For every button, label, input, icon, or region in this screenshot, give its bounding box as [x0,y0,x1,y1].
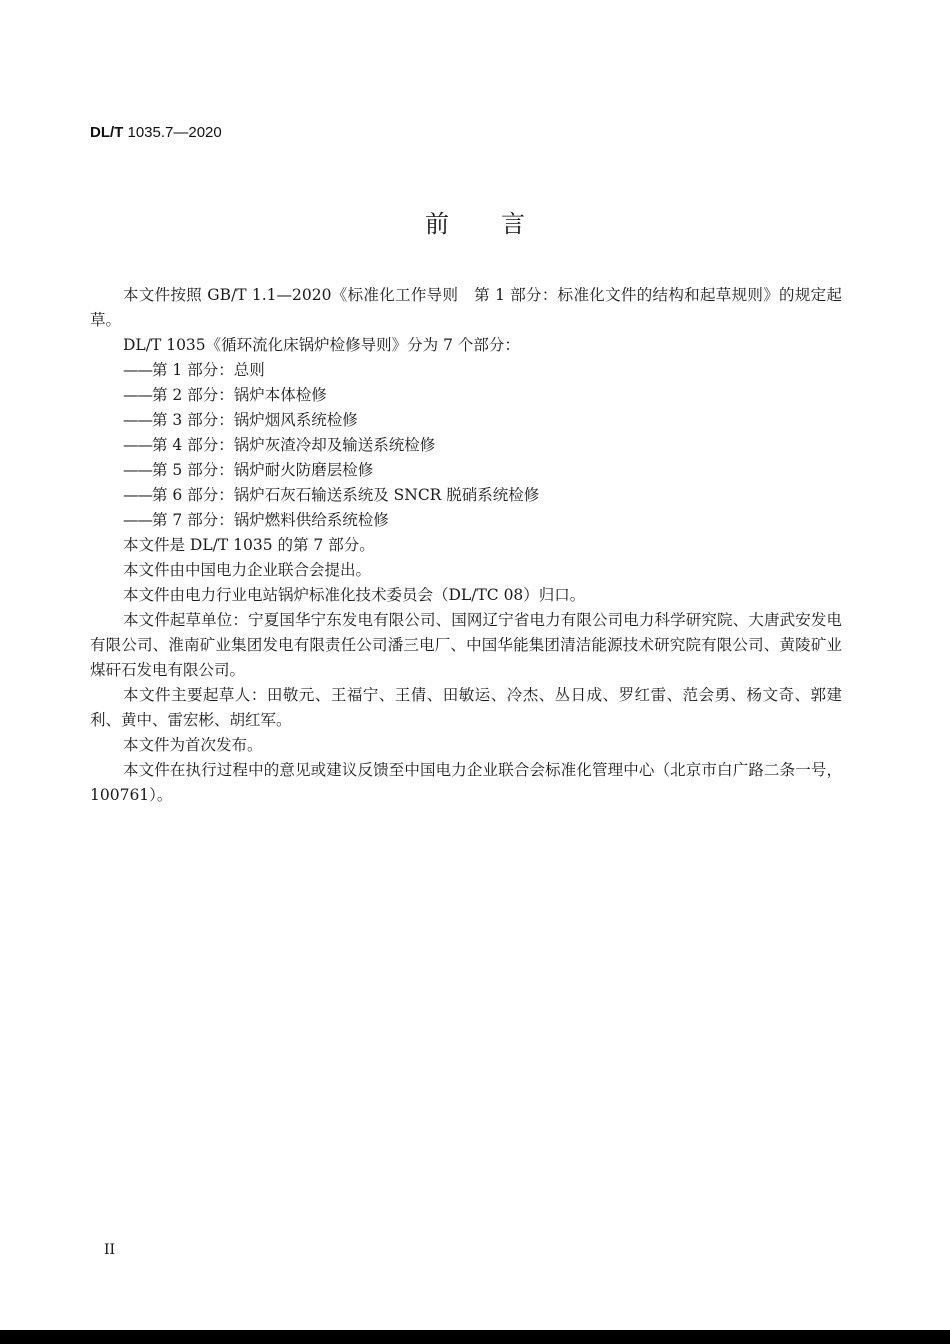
list-item [90,458,842,483]
list-dash: —— [123,511,152,529]
page-title: 前言 [425,210,577,238]
page-number: II [104,1242,116,1258]
document-code [90,124,222,141]
parts-list [90,358,842,533]
list-item-text: 第 1 部分：总则 [152,361,265,379]
paragraph-first-release: 本文件为首次发布。 [123,736,263,754]
document-body [90,283,842,808]
paragraph-drafters: 本文件主要起草人：田敬元、王福宁、王倩、田敏运、冷杰、丛日成、罗红雷、范会勇、杨文奇、郭建利、黄中、雷宏彬、胡红军。 [90,686,842,729]
list-item [90,408,842,433]
list-dash: —— [123,411,152,429]
paragraph-proposer: 本文件由中国电力企业联合会提出。 [123,561,372,579]
list-item [90,383,842,408]
list-item-text: 第 5 部分：锅炉耐火防磨层检修 [152,461,374,479]
document-code-prefix: DL/T [90,124,124,141]
paragraph-part-number: 本文件是 DL/T 1035 的第 7 部分。 [123,536,375,554]
paragraph-drafting-rules: 本文件按照 GB/T 1.1—2020《标准化工作导则 第 1 部分：标准化文件的结构和起草规则》的规定起草。 [90,286,842,329]
paragraph-feedback: 本文件在执行过程中的意见或建议反馈至中国电力企业联合会标准化管理中心（北京市白广路二条一号，100761）。 [90,761,842,804]
list-dash: —— [123,436,152,454]
list-item-text: 第 2 部分：锅炉本体检修 [152,386,327,404]
list-item-text: 第 6 部分：锅炉石灰石输送系统及 SNCR 脱硝系统检修 [152,486,540,504]
list-dash: —— [123,461,152,479]
list-item-text: 第 3 部分：锅炉烟风系统检修 [152,411,358,429]
list-item-text: 第 4 部分：锅炉灰渣冷却及输送系统检修 [152,436,436,454]
paragraph-drafting-units: 本文件起草单位：宁夏国华宁东发电有限公司、国网辽宁省电力有限公司电力科学研究院、大唐武安发电有限公司、淮南矿业集团发电有限责任公司潘三电厂、中国华能集团清洁能源技术研究院有限公司、黄陵矿业煤矸石发电有限公司。 [90,611,842,679]
list-dash: —— [123,361,152,379]
list-item [90,508,842,533]
list-dash: —— [123,386,152,404]
paragraph-parts-intro: DL/T 1035《循环流化床锅炉检修导则》分为 7 个部分： [123,336,520,354]
list-item-text: 第 7 部分：锅炉燃料供给系统检修 [152,511,389,529]
list-item [90,433,842,458]
list-item [90,483,842,508]
list-item [90,358,842,383]
list-dash: —— [123,486,152,504]
document-code-number: 1035.7—2020 [123,124,222,141]
paragraph-administrator: 本文件由电力行业电站锅炉标准化技术委员会（DL/TC 08）归口。 [123,586,586,604]
bottom-border-bar [0,1330,950,1344]
